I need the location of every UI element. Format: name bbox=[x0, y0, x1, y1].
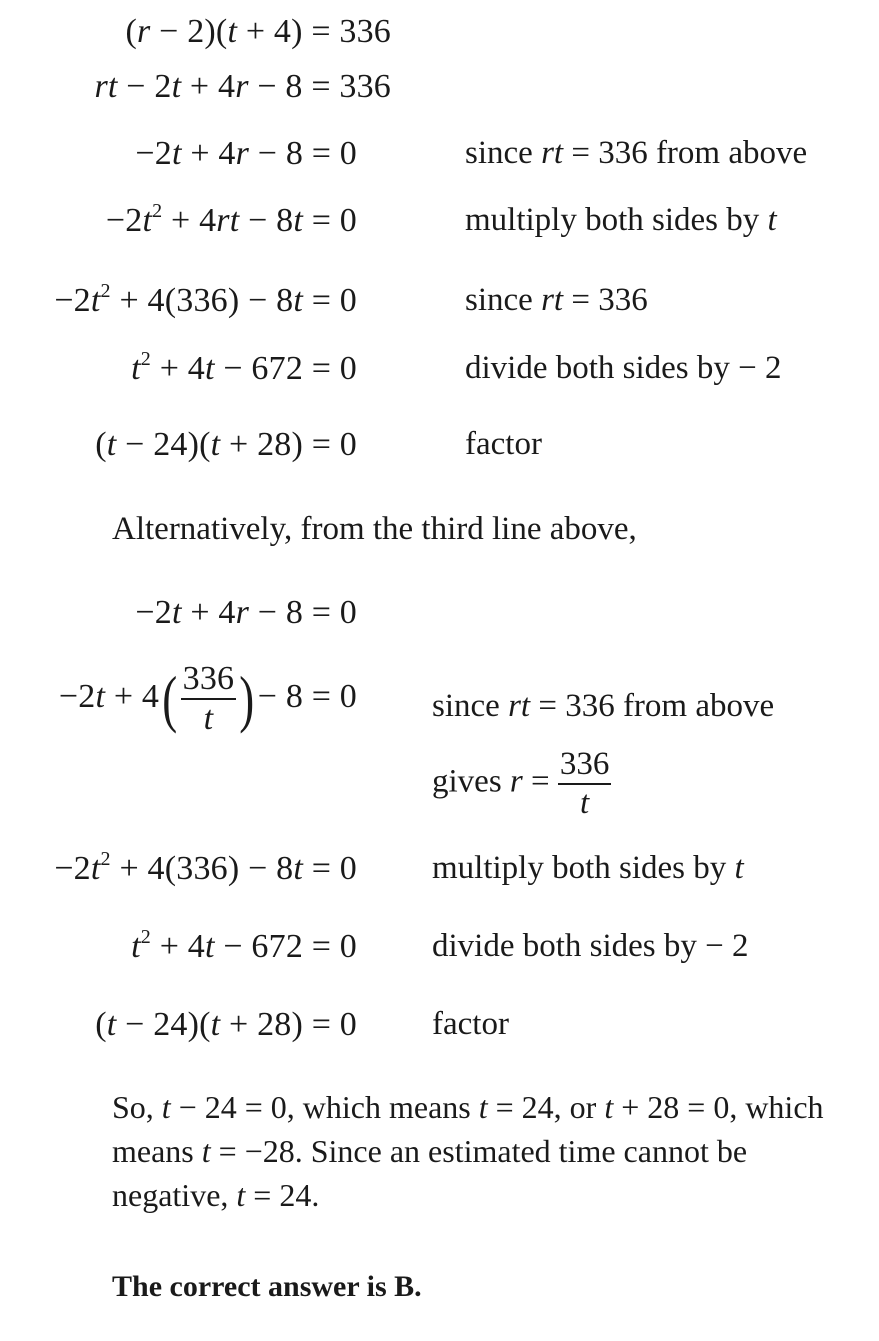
step-note: factor bbox=[432, 1006, 509, 1042]
equation-line: −2t + 4r − 8 = 0 bbox=[135, 594, 357, 631]
correct-answer: The correct answer is B. bbox=[112, 1270, 422, 1303]
step-note: multiply both sides by t bbox=[432, 850, 744, 886]
step-note: multiply both sides by t bbox=[465, 202, 777, 238]
equation-line-fraction: −2t + 4( $\frac{336}{t}$ )− 8 = 0 bbox=[58, 660, 357, 737]
conclusion-paragraph: So, t − 24 = 0, which means t = 24, or t + 28 = 0, which means t = −28. Since an estimated time cannot be negative, t = 24. bbox=[112, 1089, 824, 1213]
equation-line: $t^2 + 4t - 672 = 0$ bbox=[131, 348, 357, 387]
step-note: divide both sides by − 2 bbox=[432, 928, 749, 964]
equation-line: $-2t^2 + 4rt - 8t = 0$ bbox=[105, 200, 357, 239]
step-note: factor bbox=[465, 426, 542, 462]
fraction: $\frac{336}{t}$ bbox=[182, 660, 235, 737]
equation-line: rt − 2t + 4r − 8 = 336 bbox=[94, 68, 391, 105]
alternative-intro: Alternatively, from the third line above, bbox=[112, 511, 637, 547]
equation-line: $-2t^2 + 4(336) - 8t = 0$ bbox=[54, 280, 357, 319]
step-note: since rt = 336 from above bbox=[465, 135, 808, 171]
step-note: since rt = 336 bbox=[465, 282, 648, 318]
equation-line: (t − 24)(t + 28) = 0 bbox=[95, 1006, 357, 1043]
step-note: divide both sides by − 2 bbox=[465, 350, 782, 386]
step-note: since rt = 336 from above bbox=[432, 688, 775, 724]
equation-line: $t^2 + 4t - 672 = 0$ bbox=[131, 926, 357, 965]
step-note: gives r = $\frac{336}{t}$ bbox=[432, 746, 610, 821]
fraction: $\frac{336}{t}$ bbox=[559, 746, 610, 821]
equation-line: (t − 24)(t + 28) = 0 bbox=[95, 426, 357, 463]
equation-line: $-2t^2 + 4(336) - 8t = 0$ bbox=[54, 848, 357, 887]
equation-line: (r − 2)(t + 4) = 336 bbox=[125, 13, 391, 50]
equation-line: −2t + 4r − 8 = 0 bbox=[135, 135, 357, 172]
